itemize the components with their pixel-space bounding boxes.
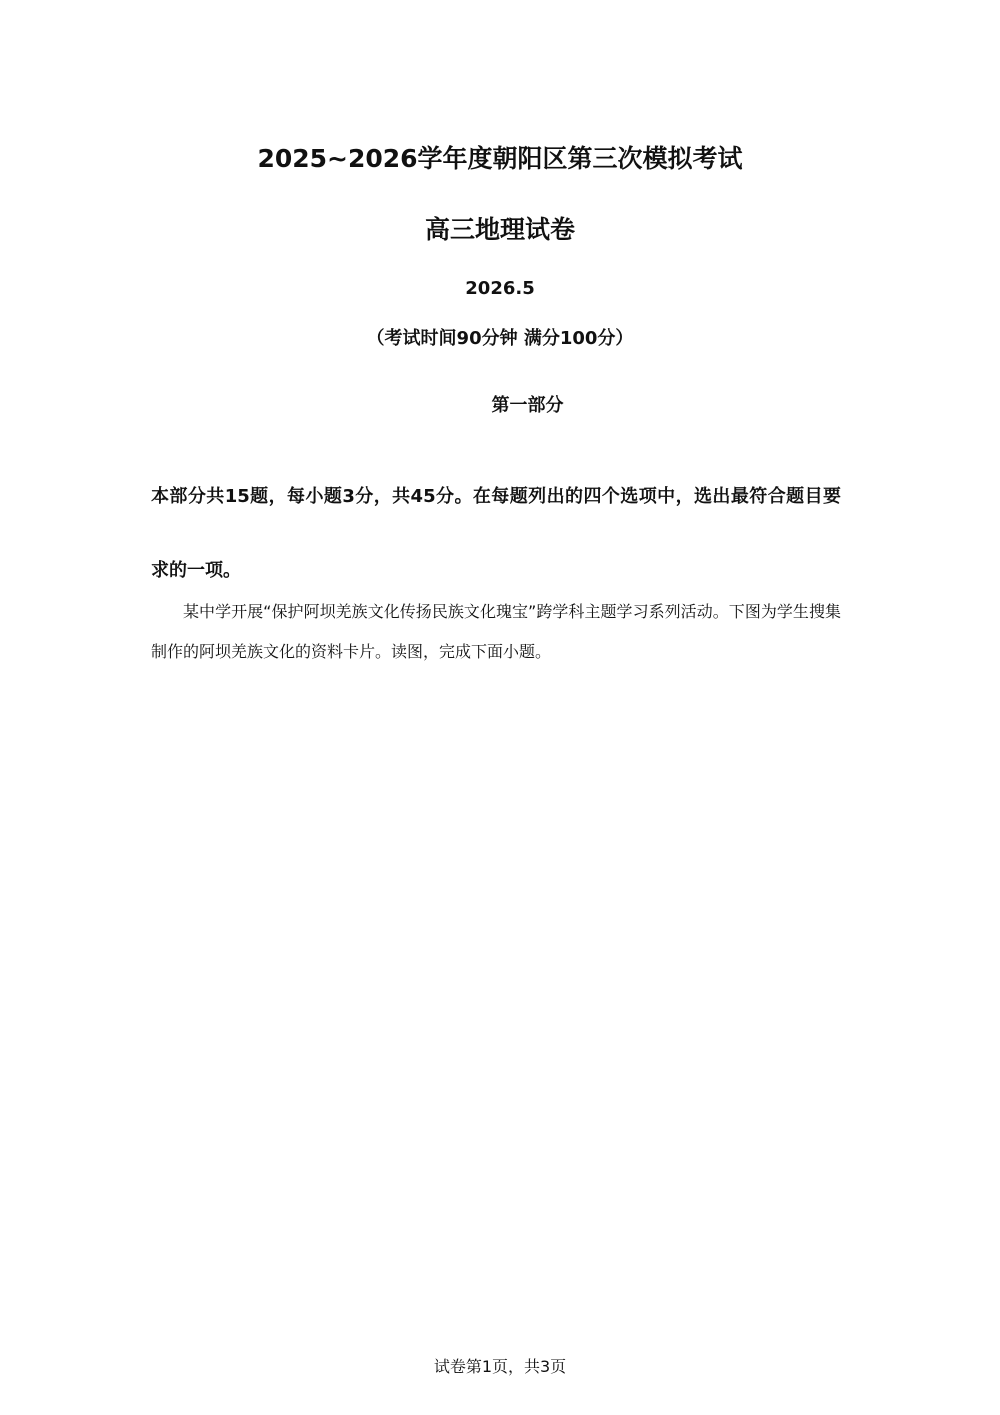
exam-date: 2026.5	[465, 278, 535, 299]
passage-intro: 某中学开展“保护阿坝羌族文化传扬民族文化瑰宝”跨学科主题学习系列活动。下图为学生搜集制作的阿坝羌族文化的资料卡片。读图，完成下面小题。	[151, 602, 841, 661]
part-title: 第一部分	[491, 395, 564, 416]
exam-subtitle: 高三地理试卷	[424, 215, 575, 244]
exam-time-and-score: （考试时间90分钟 满分100分）	[366, 328, 634, 349]
exam-title: 2025~2026学年度朝阳区第三次模拟考试	[257, 144, 743, 173]
part-instructions: 本部分共15题，每小题3分，共45分。在每题列出的四个选项中，选出最符合题目要求的一项。	[151, 486, 841, 581]
page-footer: 试卷第1页，共3页	[433, 1357, 567, 1376]
